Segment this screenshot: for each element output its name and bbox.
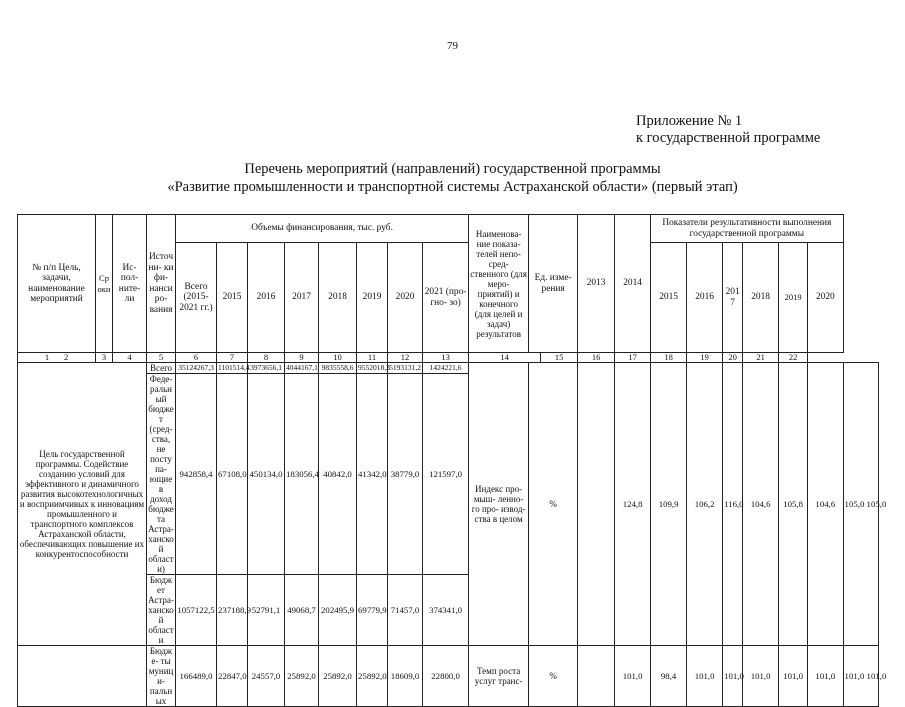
table-cell: 22847,0 [217,646,248,707]
table-cell: 71457,0 [388,575,423,646]
col-number-10: 10 [319,353,357,363]
row-regional-source: Бюджет Астра- ханской области [148,575,174,645]
table-cell: 49068,7 [285,575,319,646]
indicator-value: 98,4 [651,646,687,707]
indicator-2014-1: 124,8 [615,363,651,646]
document-title-line-2: «Развитие промышленности и транспортной системы Астраханской области» (первый этап) [167,179,738,195]
col-number-5: 5 [147,353,176,363]
indicator-value: 105,0 105,0 [843,363,878,646]
header-funding-year-2015: 2015 [217,243,248,353]
col-number-3: 3 [96,353,113,363]
header-indicator-year-2015: 2015 [651,243,687,353]
indicator-2013-2 [578,646,615,707]
col-number-18: 18 [651,353,687,363]
indicator-name-transport-growth: Темп роста услуг транс- [469,646,529,707]
indicator-name-industrial-index: Индекс про- мыш- ленно- го про- извод- ства в целом [469,363,529,646]
header-indicator-name: Наименова- ние показа- телей непо- сред- ственного (для меро- приятий) и конечного (для целей и задач) результатов [469,215,529,353]
header-executors: Ис- пол- ните- ли [113,215,147,353]
goal-continuation [18,646,147,707]
header-indicator-year-2020: 2020 [808,243,843,353]
table-cell: 22800,0 [423,646,469,707]
indicator-value: 104,6 [808,363,843,646]
col-number-11: 11 [357,353,388,363]
col-number-6: 6 [176,353,217,363]
col-number-15: 15 [541,353,578,363]
header-funding-year-2019: 2019 [357,243,388,353]
page-number: 79 [447,40,458,52]
col-number-14: 14 [469,353,541,363]
col-number-20: 20 [723,353,743,363]
table-cell: 202495,9 [319,575,357,646]
indicator-value: 101,0 [779,646,808,707]
header-indicator-year-2019: 2019 [779,243,808,353]
col-number-13: 13 [423,353,469,363]
col-number-9: 9 [285,353,319,363]
header-indicators-group: Показатели результативности выполнения государственной программы [651,215,843,243]
col-number-17: 17 [615,353,651,363]
table-cell: 121597,0 [423,374,469,575]
document-title-line-1: Перечень мероприятий (направлений) государственной программы [244,161,661,177]
table-cell: 183056,4 [285,374,319,575]
indicator-unit-2: % [529,646,578,707]
col-number-16: 16 [578,353,615,363]
table-cell: 3973656,1 [248,363,285,374]
col-number-21: 21 [743,353,779,363]
indicator-value: 106,2 [687,363,723,646]
table-cell: 24557,0 [248,646,285,707]
row-federal-source: Феде- ральный бюджет (сред- ства, не поступа- ющие в доход бюджета Астра- ханской области) [148,374,174,574]
table-cell: 4044167,1 [286,363,318,372]
table-cell: 942858,4 [176,374,217,575]
header-funding-year-2018: 2018 [319,243,357,353]
goal-description: Цель государственной программы. Содействие созданию условий для эффективного и динамичного развития высокотехнологичных и восприимчивых к инновациям промышленного и транспортного комплексов Астраханской области, обеспечивающих повышение их конкурентоспособности [18,363,147,646]
table-cell: 1101514,4 [218,363,250,372]
header-indicator-year-2016: 2016 [687,243,723,353]
table-cell: 25892,0 [285,646,319,707]
table-cell: 52791,1 [248,575,285,646]
header-indicator-year-2017: 2017 [723,243,743,353]
table-cell: 9552018,3 [358,363,390,372]
header-number-goals: № п/п Цель, задачи, наименование мероприятий [18,215,96,353]
appendix-line-1: Приложение № 1 [636,113,743,129]
row-municipal-source: Бюдже- ты муници- пальных [147,646,176,707]
indicator-2014-2: 101,0 [615,646,651,707]
indicator-value: 101,0 [808,646,843,707]
col-number-12: 12 [388,353,423,363]
table-cell: 1057122,5 [176,575,217,646]
table-cell: 450134,0 [248,374,285,575]
indicator-value: 105,8 [779,363,808,646]
indicator-value: 101,0 [723,646,743,707]
indicator-value: 101,0 [743,646,779,707]
indicator-value: 109,9 [651,363,687,646]
header-funding-year-2016: 2016 [248,243,285,353]
col-number-22: 22 [779,353,808,363]
col-number-19: 19 [687,353,723,363]
appendix-line-2: к государственной программе [636,130,821,146]
indicator-value: 101,0 101,0 [843,646,878,707]
table-cell: 67108,0 [217,374,248,575]
header-unit: Ед. изме- рения [529,215,578,353]
indicator-unit-1: % [529,363,578,646]
table-cell: 1424221,6 [423,363,469,374]
table-cell: 41342,0 [357,374,388,575]
table-cell: 374341,0 [423,575,469,646]
table-cell: 166489,0 [176,646,217,707]
table-cell: 69779,9 [357,575,388,646]
col-number-7: 7 [217,353,248,363]
program-activities-table [17,214,887,707]
header-sources: Источни- ки фи- нансиро- вания [147,215,176,353]
col-number-4: 4 [113,353,147,363]
table-cell: 25892,0 [319,646,357,707]
table-cell: 237188,9 [217,575,248,646]
table-cell: 40842,0 [319,374,357,575]
header-funding-year-2020: 2020 [388,243,423,353]
indicator-value: 101,0 [687,646,723,707]
table-cell: 5193131,2 [389,363,421,372]
header-indicator-year-2018: 2018 [743,243,779,353]
table-cell: 9835558,6 [319,363,357,374]
table-cell: 38779,0 [388,374,423,575]
table-cell: 18609,0 [388,646,423,707]
col-number-1-2: 1 2 [18,353,96,363]
table-cell: 35124267,3 [176,363,217,374]
header-funding-year-2017: 2017 [285,243,319,353]
indicator-value: 116,0 [723,363,743,646]
col-number-8: 8 [248,353,285,363]
row-total-source: Всего [147,363,176,374]
header-total: Всего (2015- 2021 гг.) [176,243,217,353]
header-year-2014: 2014 [615,215,651,353]
header-funding-2021-forecast: 2021 (про- гно- зо) [423,243,469,353]
indicator-2013-1 [578,363,615,646]
indicator-value: 104,6 [743,363,779,646]
header-terms: Сроки [96,215,113,353]
header-year-2013: 2013 [578,215,615,353]
header-funding-group: Объемы финансирования, тыс. руб. [176,215,469,243]
table-cell: 25892,0 [357,646,388,707]
